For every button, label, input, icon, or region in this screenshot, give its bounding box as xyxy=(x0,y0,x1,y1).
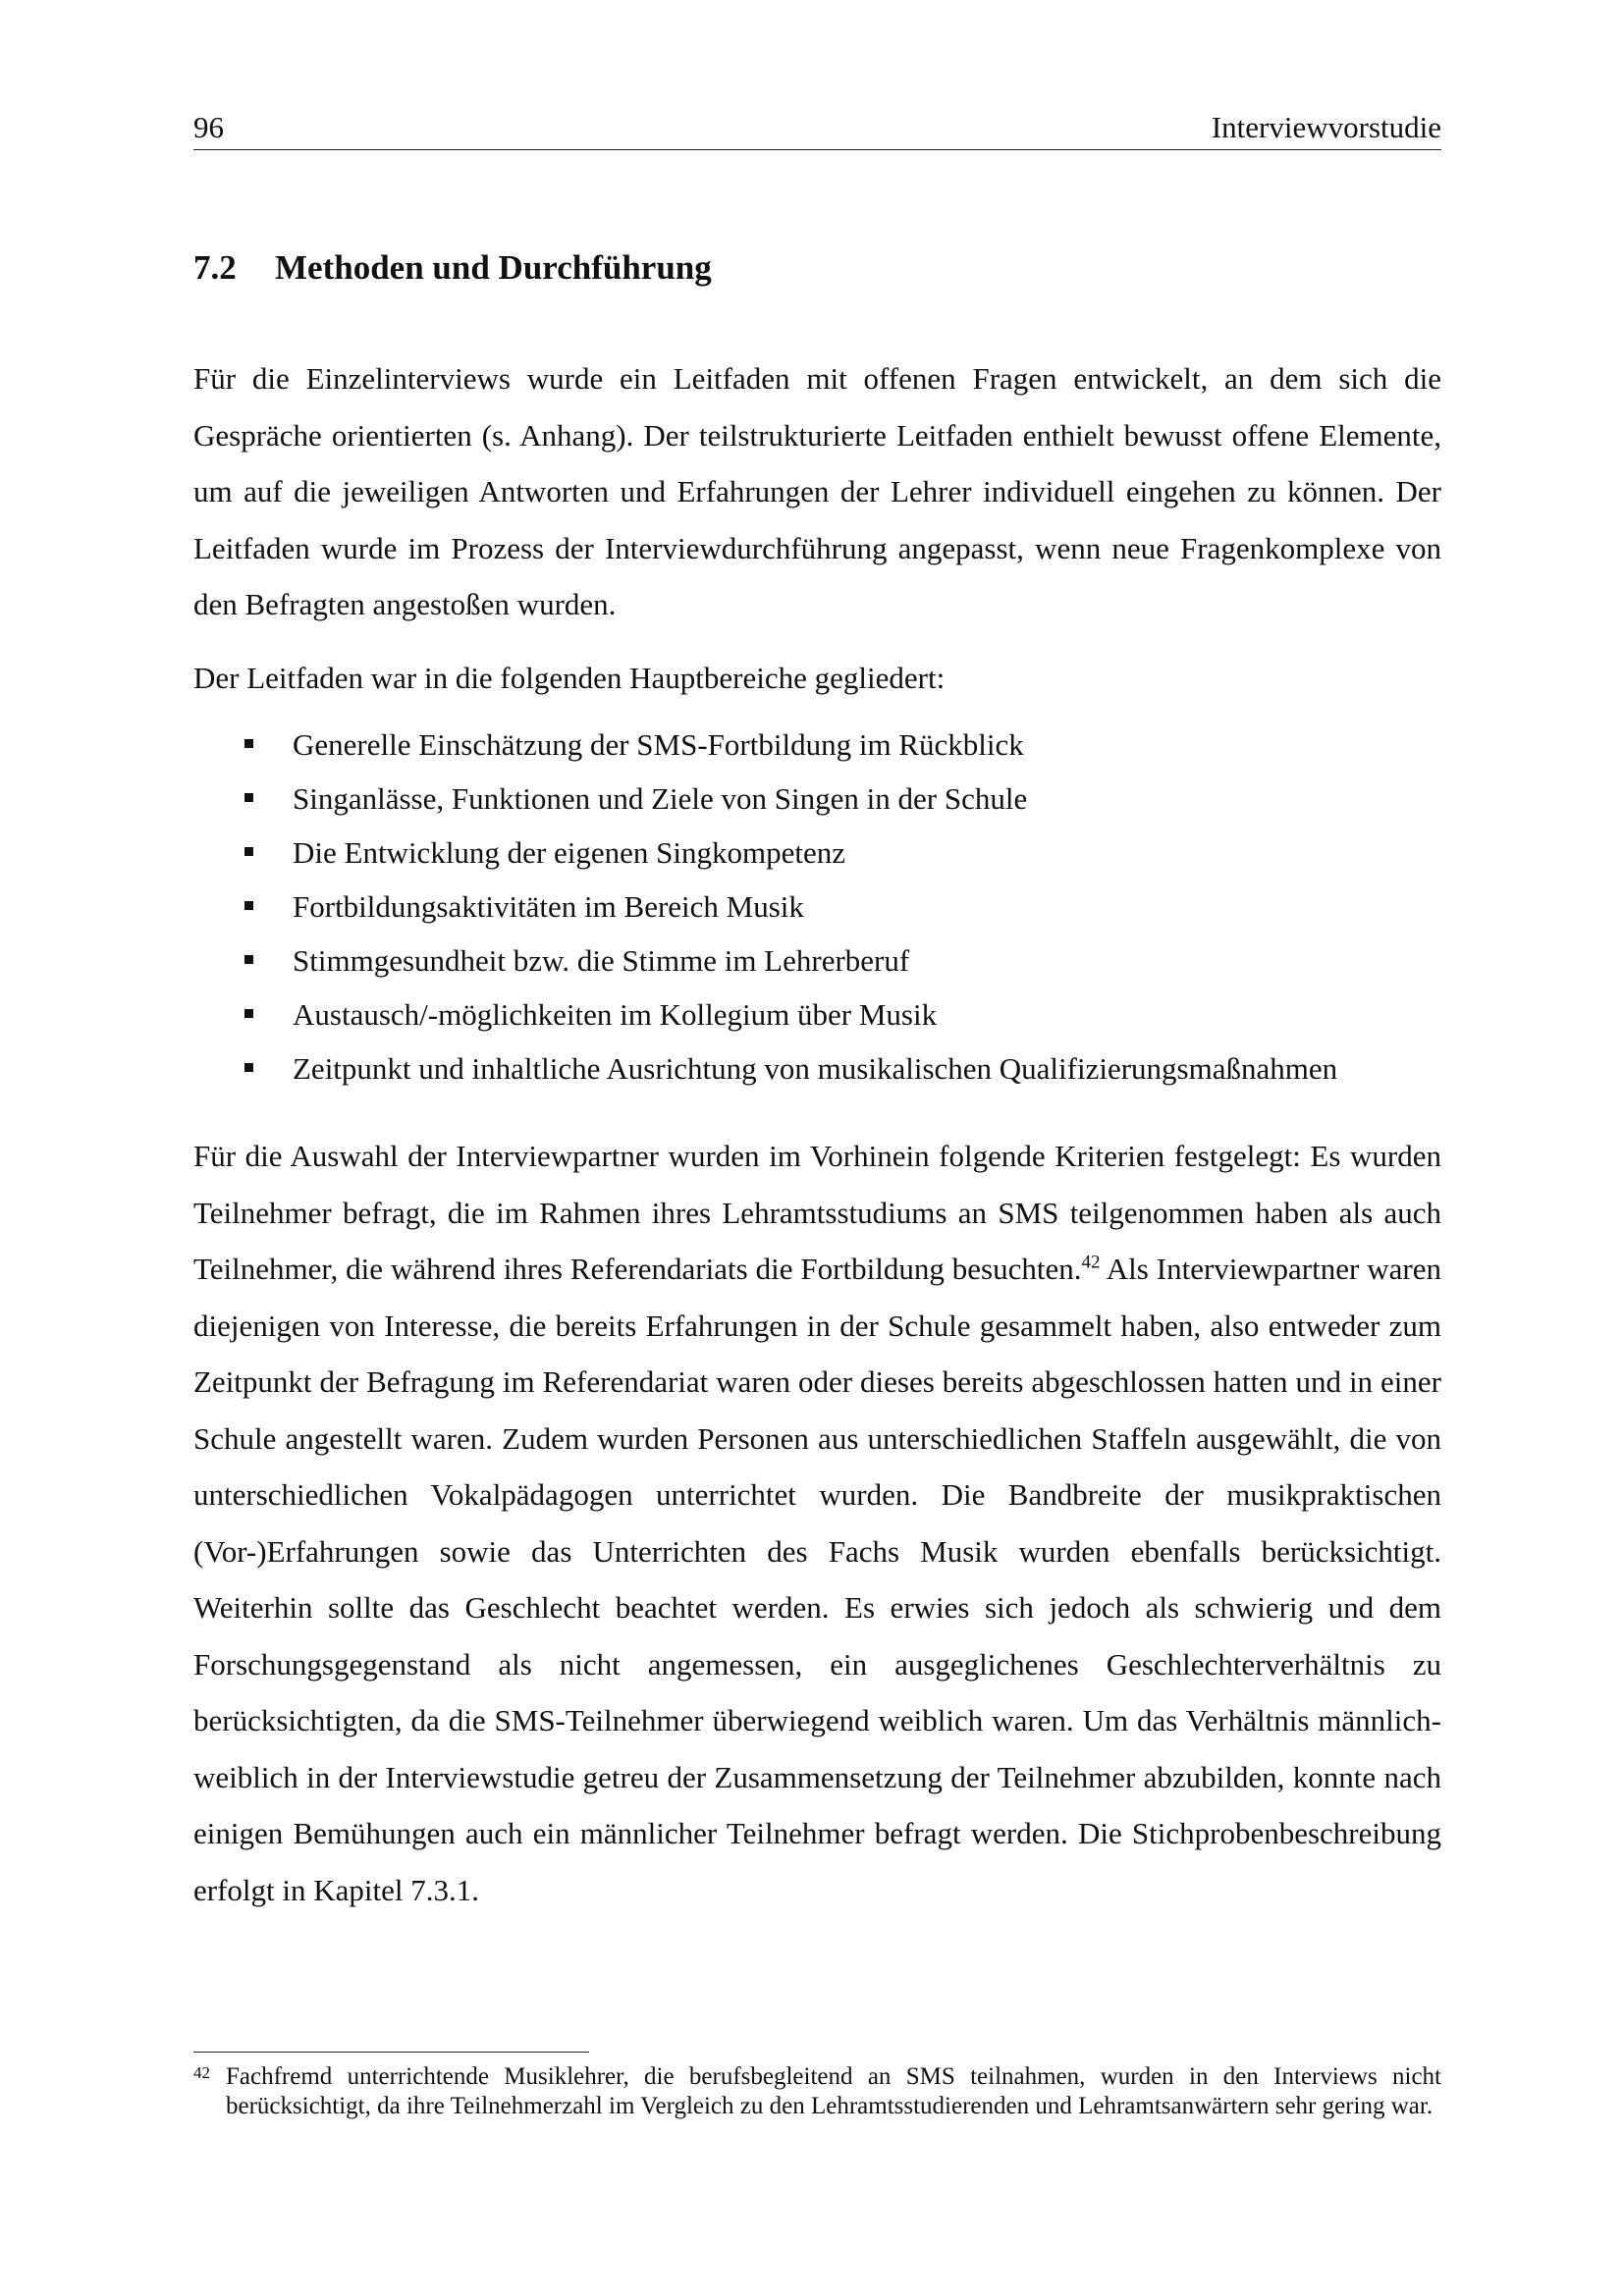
list-item xyxy=(193,772,1441,826)
list-item-text: Singanlässe, Funktionen und Ziele von Singen in der Schule xyxy=(293,781,1028,816)
list-item-text: Fortbildungsaktivitäten im Bereich Musik xyxy=(293,889,804,924)
footnote-reference[interactable]: 42 xyxy=(1081,1252,1101,1273)
footnote xyxy=(193,2062,1441,2120)
paragraph-interview-partner-selection xyxy=(193,1128,1441,1918)
list-item xyxy=(193,1041,1441,1095)
bullet-square-icon xyxy=(244,793,253,802)
section-title: Methoden und Durchführung xyxy=(275,248,712,287)
list-item-text: Generelle Einschätzung der SMS-Fortbildung im Rückblick xyxy=(293,727,1024,762)
paragraph-text-part: Als Interviewpartner waren diejenigen von Interesse, die bereits Erfahrungen in der Schule gesammelt haben, also entweder zum Zeitpunkt der Befragung im Referendariat waren oder dieses bereits abgeschlossen hatten und in einer Schule angestellt waren. Zudem wurden Personen aus unterschiedlichen Staffeln ausgewählt, die von unterschiedlichen Vokalpädagogen unterrichtet wurden. Die Bandbreite der musikpraktischen (Vor-)Erfahrungen sowie das Unterrichten des Fachs Musik wurden ebenfalls berücksichtigt. Weiterhin sollte das Geschlecht beachtet werden. Es erwies sich jedoch als schwierig und dem Forschungsgegenstand als nicht angemessen, ein ausgeglichenes Geschlechterverhältnis zu berücksichtigten, da die SMS-Teilnehmer überwiegend weiblich waren. Um das Verhältnis männlich-weiblich in der Interviewstudie getreu der Zusammensetzung der Teilnehmer abzubilden, konnte nach einigen Bemühungen auch ein männlicher Teilnehmer befragt werden. Die Stichprobenbeschreibung erfolgt in Kapitel 7.3.1. xyxy=(193,1252,1442,1907)
guide-areas-list xyxy=(193,718,1441,1095)
paragraph-text-part: Für die Auswahl der Interviewpartner wurden im Vorhinein folgende Kriterien festgelegt: Es wurden Teilnehmer befragt, die im Rahmen ihres Lehramtsstudiums an SMS teilgenommen haben als auch Teilnehmer, die während ihres Referendariats die Fortbildung besuchten. xyxy=(193,1139,1441,1286)
footnote-number: 42 xyxy=(193,2063,210,2082)
list-item xyxy=(193,718,1441,772)
running-title: Interviewvorstudie xyxy=(1211,110,1441,144)
list-item-text: Zeitpunkt und inhaltliche Ausrichtung von musikalischen Qualifizierungsmaßnahmen xyxy=(293,1051,1338,1086)
list-item xyxy=(193,826,1441,880)
bullet-square-icon xyxy=(244,955,253,964)
bullet-square-icon xyxy=(244,1063,253,1072)
list-item xyxy=(193,880,1441,934)
list-item-text: Die Entwicklung der eigenen Singkompetenz xyxy=(293,835,846,870)
list-item-text: Austausch/-möglichkeiten im Kollegium über Musik xyxy=(293,997,938,1032)
list-item-text: Stimmgesundheit bzw. die Stimme im Lehrerberuf xyxy=(293,943,910,978)
bullet-square-icon xyxy=(244,901,253,910)
bullet-square-icon xyxy=(244,847,253,856)
footnote-separator xyxy=(193,2052,589,2053)
page-number: 96 xyxy=(193,110,224,144)
section-heading xyxy=(193,248,712,288)
section-number: 7.2 xyxy=(193,248,237,287)
bullet-square-icon xyxy=(244,739,253,748)
page-header xyxy=(193,108,1441,150)
list-item xyxy=(193,934,1441,988)
list-item xyxy=(193,988,1441,1041)
paragraph-guide-areas-intro: Der Leitfaden war in die folgenden Hauptbereiche gegliedert: xyxy=(193,661,946,695)
footnote-text: Fachfremd unterrichtende Musiklehrer, die berufsbegleitend an SMS teilnahmen, wurden in den Interviews nicht berücksichtigt, da ihre Teilnehmerzahl im Vergleich zu den Lehramtsstudierenden und Lehramtsanwärtern sehr gering war. xyxy=(226,2063,1441,2119)
bullet-square-icon xyxy=(244,1009,253,1018)
paragraph-guide-description: Für die Einzelinterviews wurde ein Leitfaden mit offenen Fragen entwickelt, an dem sich die Gespräche orientierten (s. Anhang). Der teilstrukturierte Leitfaden enthielt bewusst offene Elemente, um auf die jeweiligen Antworten und Erfahrungen der Lehrer individuell eingehen zu können. Der Leitfaden wurde im Prozess der Interviewdurchführung angepasst, wenn neue Fragenkomplexe von den Befragten angestoßen wurden. xyxy=(193,361,1441,621)
